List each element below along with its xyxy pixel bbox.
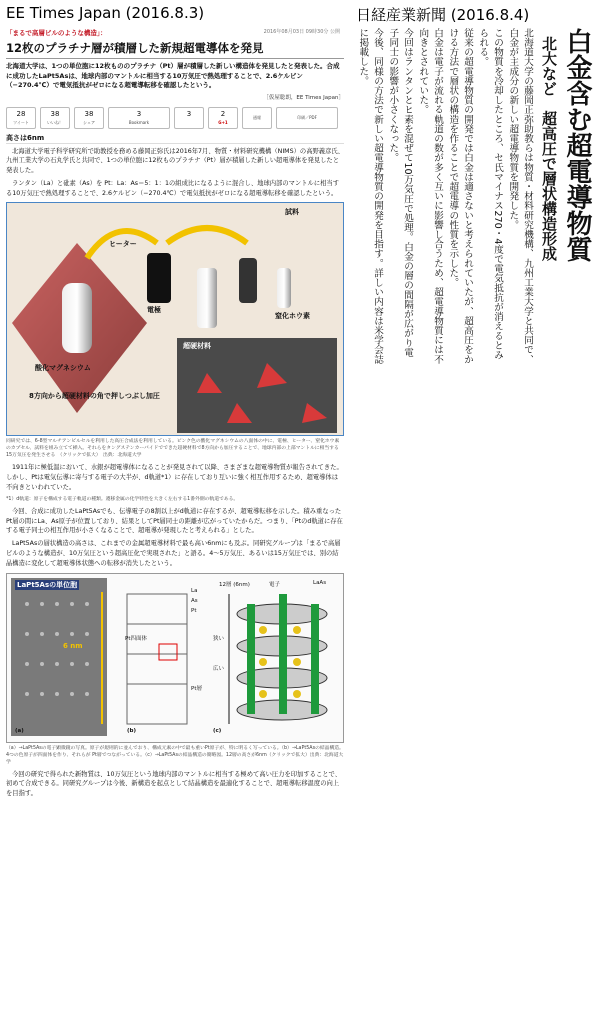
panel-b: (b) (127, 727, 136, 734)
label-boron-nitride: 窒化ホウ素 (275, 312, 310, 321)
laas-label: LaAs (313, 579, 327, 586)
bookmark-button[interactable] (108, 107, 170, 129)
crystal-structure-illustration (7, 574, 343, 742)
gplus-count: 2 (220, 109, 226, 118)
bookmark-count: 3 (136, 109, 142, 118)
pt-tetrahedron-box (159, 644, 177, 660)
nikkei-title: 白金含む超電導物質 (562, 28, 592, 262)
nikkei-col-3: 従来の超電導物質の開発では白金は適さないと考えられていたが、超高圧をかける方法で層状の構造を作ることで超電導の性質を示した。 (447, 28, 473, 364)
left-source-header: EE Times Japan (2016.8.3) (6, 4, 205, 22)
label-mgo: 酸化マグネシウム (35, 364, 91, 373)
sample-part (277, 268, 291, 308)
pt-label: Pt (191, 607, 197, 614)
print-pdf-label: 印刷／PDF (297, 114, 317, 120)
share-count: 38 (84, 109, 94, 118)
article-lead: 北海道大学は、1つの単位胞に12枚もののプラチナ（Pt）層が積層した新しい構造体を発見したと発表した。合成に成功したLaPt5Asは、地球内部のマントルに相当する10万気圧で熱処理することで、2.6ケルビン（−270.4℃）で電気抵抗がゼロになる超電導転移を確認したという。 (6, 62, 340, 89)
bookmark-label: Bookmark (128, 119, 150, 125)
footnote: *1）d軌道：原子を構成する電子軌道の種類。遷移金属の化学特性を大きく左右する1番外側の軌道である。 (6, 496, 239, 502)
unit-cell-title: LaPt5Asの単位胞 (17, 580, 78, 589)
nikkei-body (354, 28, 534, 366)
nikkei-col-2: この物質を冷却したところ、セ氏マイナス270・4度で電気抵抗が消えるとみられる。 (477, 28, 503, 360)
pocket-count: 3 (186, 109, 192, 118)
tweet-label: ツイート (13, 119, 29, 125)
paragraph-3: 1911年に極低温において、水銀が超電導体になることが発見されて以降、さまざまな超電導物質が報告されてきた。しかし、Ptは電気伝導に寄与する電子の大半が、d軌道*1）に存在しており互いに強く相互作用するため、超電導体は不向きといわれていた。 (6, 464, 343, 492)
electrode-part (239, 258, 257, 303)
arrow-2 (167, 228, 247, 243)
nikkei-col-4: 白金は電子が流れる軌道の数が多く互いに影響し合うため、超電導物質には不向きとされていた。 (417, 28, 443, 364)
capsule-shape (62, 283, 92, 353)
six-nm-label: 6 nm (63, 641, 83, 650)
section-caption: 高さは6nm (6, 133, 344, 144)
share-bar (6, 107, 344, 129)
like-count: 38 (50, 109, 60, 118)
nikkei-col-6: 今後、同様の方法で新しい超電導物質の開発を目指す。詳しい内容は米学会誌に掲載した。 (357, 28, 383, 364)
right-source-header: 日経産業新聞 (2016.8.4) (356, 6, 530, 24)
figure-1-caption: 同研究では、6-8型マルチアンビルセルを利用した高圧合成法を利用している。ピンク色の酸化マグネシウムの八面体の中に、電極、ヒーター、窒化ホウ素のカプセル、試料を組み立てて挿入。それらをタングステンカーバイドでできた超硬材料で8方向から加圧することで、地球内部の上部マントルに相当する15万気圧を発生させる （クリックで拡大） 出典：北海道大学 (6, 439, 340, 459)
article-datestamp: 2016年08月03日 09時30分 公開 (263, 29, 340, 35)
lattice-model (127, 594, 187, 724)
label-heater: ヒーター (109, 240, 137, 249)
la-label: La (191, 587, 198, 594)
layer-diagram (229, 594, 327, 724)
report-button[interactable] (242, 107, 272, 129)
nikkei-col-5: 今回はランタンとヒ素を混ぜて10万気圧で処理。白金の層の間隔が広がり電子同士の影響が小さくなった。 (387, 28, 413, 358)
report-label: 通報 (253, 114, 261, 120)
high-pressure-cell-figure[interactable] (6, 202, 344, 436)
as-label: As (191, 597, 198, 604)
ee-times-article (6, 28, 344, 1018)
tweet-count: 28 (16, 109, 26, 118)
print-pdf-button[interactable] (276, 107, 338, 129)
paragraph-4: 今回、合成に成功したLaPt5Asでも、伝導電子の8割以上がd軌道に存在するが、超電導転移を示した。積み重なったPt層の間にLa、As原子が位置しており、結果としてPt層同士の距離が広がっていたからだ。つまり、「Ptのd軌道に存在する電子同士の相互作用が小さくなることで、超電導が発現したと考えられる」とした。 (6, 507, 343, 535)
tweet-button[interactable] (6, 107, 36, 129)
heater-part (147, 253, 171, 303)
wide-label: 広い (213, 665, 225, 672)
label-electrode: 電極 (147, 306, 161, 315)
like-button[interactable] (40, 107, 70, 129)
nikkei-subtitle: 北大など 超高圧で層状構造形成 (540, 36, 558, 261)
crystal-structure-figure[interactable] (6, 573, 344, 743)
like-label: いいね！ (47, 119, 63, 125)
share-button[interactable] (74, 107, 104, 129)
gplus-button[interactable] (208, 107, 238, 129)
panel-a: (a) (15, 727, 24, 734)
pt-tetrahedron-label: Pt四面体 (125, 635, 147, 642)
label-carbide: 超硬材料 (183, 342, 211, 351)
article-credit: ［仮屋聡朗，EE Times Japan］ (263, 94, 344, 101)
narrow-label: 狭い (213, 635, 225, 642)
share-label: シェア (83, 119, 95, 125)
article-tag: 「まるで高層ビルのような構造」： (6, 29, 107, 37)
nikkei-col-1: 北海道大学の藤岡正弥助教らは物質・材料研究機構、九州工業大学と共同で、白金が主成分の新しい超電導物質を開発した。 (507, 28, 533, 364)
pt-layer-label: Pt層 (191, 685, 202, 692)
pocket-button[interactable] (174, 107, 204, 129)
boron-nitride-part (197, 268, 217, 328)
panel-c: (c) (213, 727, 222, 734)
nikkei-article (352, 28, 596, 428)
paragraph-2: ランタン（La）と砒素（As）を Pt：La：As＝5：1：1の組成比になるように混合し、地球内部のマントルに相当する10万気圧で熱処理することで、2.6ケルビン（−270.4℃）で電気抵抗がゼロになる超電導転移を確認したという。 (6, 179, 340, 197)
twelve-layer-label: 12層 (6nm) (219, 581, 250, 588)
paragraph-5: LaPt5Asの層状構造の高さは、これまでの金属超電導材料で最も高い6nmにも及ぶ。同研究グループは「まるで高層ビルのような構造が、10万気圧という超高圧化で実現された」と語る。4〜5万気圧、あるいは15万気圧では、別の結晶構造に変化して超電導体状態への転移が消失したという。 (6, 540, 341, 567)
gplus-label: G+1 (218, 119, 228, 125)
label-sample: 試料 (285, 208, 299, 217)
label-compress: 8方向から超硬材料の角で押しつぶし加圧 (29, 392, 160, 401)
tem-photo (11, 578, 107, 736)
figure-2-caption: （a）→LaPt5Asの電子顕微鏡の写真。原子が規則的に並んでおり、構成元素の中で最も重いPt原子が、特に明るく写っている。（b）→LaPt5Asの結晶構造。4つの色原子が四面体を作り、それらが Pt層でつながっている。（c）→LaPt5Asの結晶構造の簡略図。12層の高さが6nm（クリックで拡大）出典：北海道大学 (6, 745, 344, 765)
article-headline: 12枚のプラチナ層が積層した新規超電導体を発見 (6, 40, 344, 59)
electron-label: 電子 (269, 581, 281, 588)
paragraph-6: 今回の研究で得られた新物質は、10万気圧という地球内部のマントルに相当する極めて高い圧力を印加することで、初めて合成できる。同研究グループは今後、新構造を起点として結晶構造を最適化することで、超電導転移温度の向上を目指す。 (6, 770, 342, 798)
paragraph-1: 北海道大学電子科学研究所で助教授を務める藤岡正弥氏は2016年7月、物質・材料研究機構（NIMS）の高野義彦氏、九州工業大学の石丸学氏と共同で、1つの単位胞に12枚ものプラチナ（Pt）層が積層した新しい超電導体を発見したと発表した。 (6, 147, 344, 175)
